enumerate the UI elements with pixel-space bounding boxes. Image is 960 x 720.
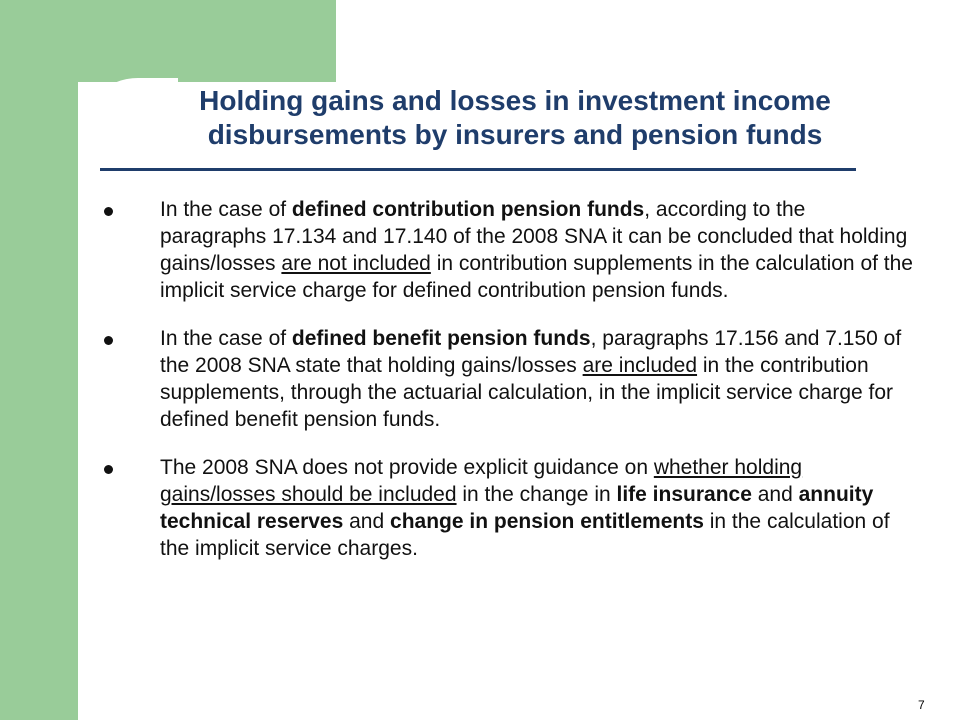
bullet-segment-bold: defined contribution pension funds <box>291 198 645 221</box>
bullet-segment: and <box>751 483 799 506</box>
bullet-segment-bold: annuity technical reserves <box>160 483 874 533</box>
bullet-segment: , according to the paragraphs 17.134 and 17.140 of the 2008 SNA it can be concluded that holding gains/losses <box>160 198 908 275</box>
bullet-segment: in the contribution supplements, through the actuarial calculation, in the implicit service charge for defined benefit pension funds. <box>160 354 894 431</box>
bullet-segment-underline: are included <box>582 354 698 377</box>
bullet-item <box>104 325 914 433</box>
bullet-segment: and <box>343 510 391 533</box>
bullet-segment: , paragraphs 17.156 and 7.150 of the 2008 SNA state that holding gains/losses <box>160 327 902 377</box>
bullet-segment-underline: are not included <box>281 252 431 275</box>
bullet-segment: in contribution supplements in the calculation of the implicit service charge for defined contribution pension funds. <box>160 252 913 302</box>
slide-title <box>90 84 940 152</box>
bullet-segment: in the change in <box>456 483 617 506</box>
bullet-list <box>104 196 914 583</box>
bullet-segment-bold: defined benefit pension funds <box>291 327 591 350</box>
bullet-item <box>104 454 914 562</box>
bullet-segment-underline: whether holding gains/losses should be included <box>160 456 803 506</box>
bullet-segment-bold: change in pension entitlements <box>390 510 704 533</box>
slide-title-line-1: Holding gains and losses in investment income <box>199 85 831 116</box>
title-divider <box>100 168 856 171</box>
bullet-segment: In the case of <box>160 327 292 350</box>
bullet-dot-icon <box>104 336 113 345</box>
left-accent-bar <box>0 0 78 720</box>
bullet-item <box>104 196 914 304</box>
bullet-segment-bold: life insurance <box>616 483 752 506</box>
bullet-segment: in the calculation of the implicit service charges. <box>160 510 890 560</box>
bullet-segment: The 2008 SNA does not provide explicit guidance on <box>160 456 654 479</box>
bullet-segment: In the case of <box>160 198 292 221</box>
page-number: 7 <box>918 698 925 712</box>
slide-title-line-2: disbursements by insurers and pension funds <box>207 119 823 150</box>
top-accent-block <box>0 0 336 82</box>
bullet-dot-icon <box>104 465 113 474</box>
bullet-dot-icon <box>104 207 113 216</box>
